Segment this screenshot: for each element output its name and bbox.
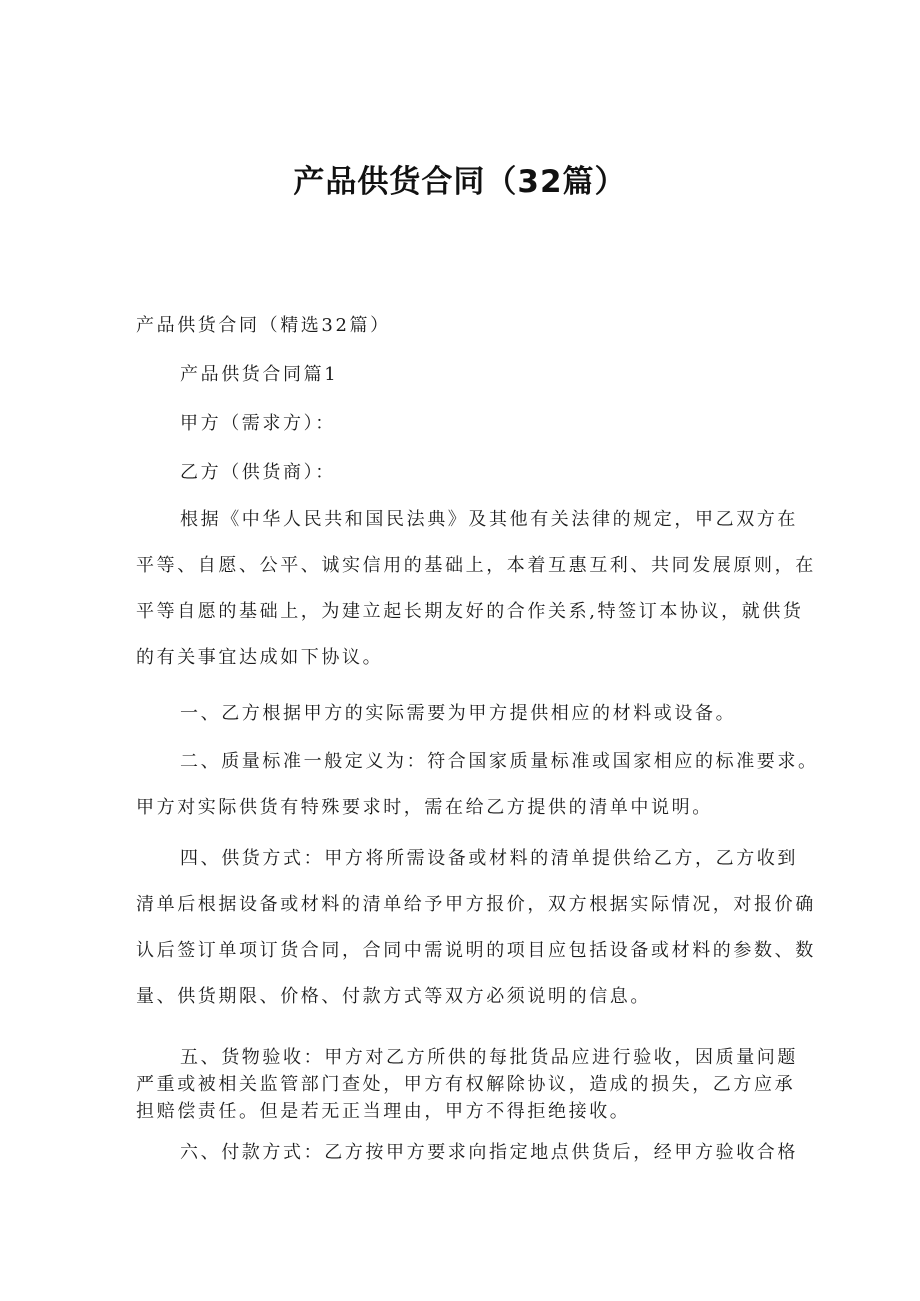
clause-line: 清单后根据设备或材料的清单给予甲方报价，双方根据实际情况，对报价确 [136, 894, 816, 915]
preamble-line: 根据《中华人民共和国民法典》及其他有关法律的规定，甲乙双方在 [180, 509, 798, 530]
clause-line: 担赔偿责任。但是若无正当理由，甲方不得拒绝接收。 [136, 1101, 631, 1122]
clause-line: 五、货物验收：甲方对乙方所供的每批货品应进行验收，因质量问题 [180, 1047, 798, 1068]
clause-line: 甲方对实际供货有特殊要求时，需在给乙方提供的清单中说明。 [136, 797, 713, 818]
clause-line: 量、供货期限、价格、付款方式等双方必须说明的信息。 [136, 986, 651, 1007]
party-b-line: 乙方（供货商）： [180, 462, 336, 483]
clause-line: 认后签订单项订货合同，合同中需说明的项目应包括设备或材料的参数、数 [136, 940, 816, 961]
section-heading: 产品供货合同篇1 [180, 364, 339, 385]
clause-2-paragraph [136, 739, 819, 831]
preamble-line: 平等、自愿、公平、诚实信用的基础上，本着互惠互利、共同发展原则，在 [136, 555, 816, 576]
preamble-line: 的有关事宜达成如下协议。 [136, 647, 384, 668]
clause-line: 四、供货方式：甲方将所需设备或材料的清单提供给乙方，乙方收到 [180, 848, 798, 869]
clause-line: 二、质量标准一般定义为：符合国家质量标准或国家相应的标准要求。 [180, 751, 819, 772]
clause-1-paragraph [136, 691, 790, 737]
preamble-line: 平等自愿的基础上，为建立起长期友好的合作关系,特签订本协议，就供货 [136, 601, 804, 622]
party-a-line: 甲方（需求方）： [180, 413, 336, 434]
clause-line: 六、付款方式：乙方按甲方要求向指定地点供货后，经甲方验收合格 [180, 1142, 798, 1163]
clause-5-paragraph [136, 1044, 798, 1125]
document-subtitle: 产品供货合同（精选32篇） [136, 315, 391, 336]
clause-line: 严重或被相关监管部门查处，甲方有权解除协议，造成的损失，乙方应承 [136, 1074, 796, 1095]
preamble-paragraph [136, 497, 816, 681]
document-title: 产品供货合同（32篇） [293, 164, 627, 200]
clause-4-paragraph [136, 836, 816, 1020]
clause-6-paragraph [136, 1130, 798, 1176]
clause-line: 一、乙方根据甲方的实际需要为甲方提供相应的材料或设备。 [180, 703, 737, 724]
